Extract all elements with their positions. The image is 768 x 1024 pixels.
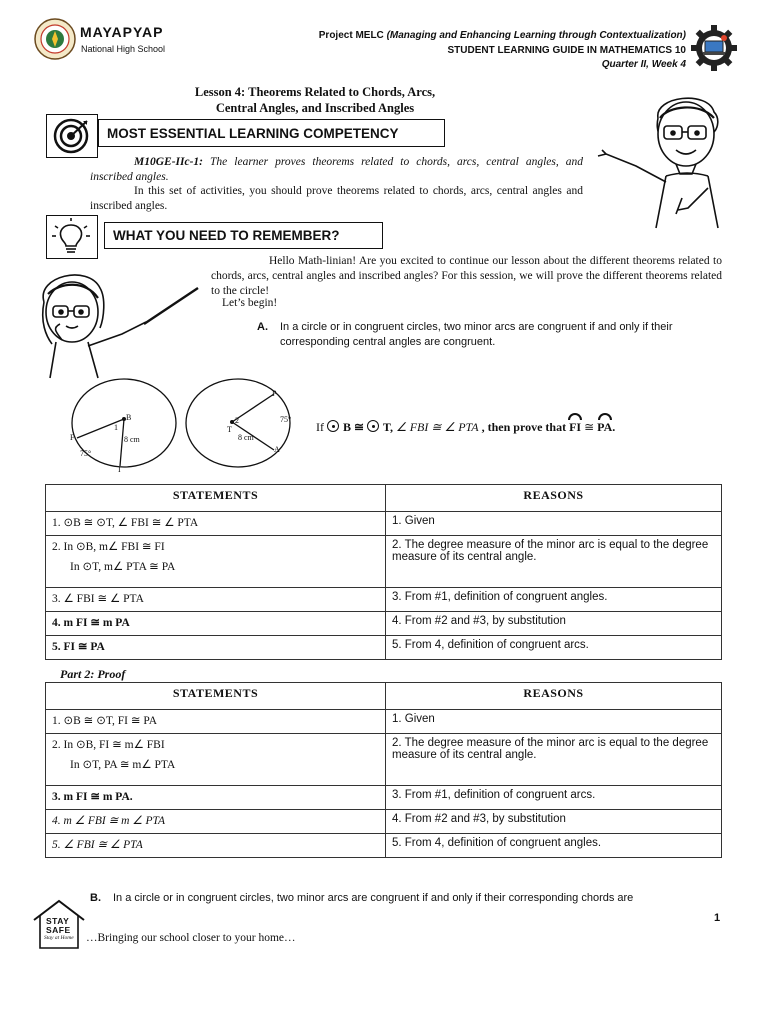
project-title — [319, 30, 686, 41]
statement-cell: 1. ⊙B ≅ ⊙T, ∠ FBI ≅ ∠ PTA — [46, 512, 386, 536]
statement-cell: 3. ∠ FBI ≅ ∠ PTA — [46, 588, 386, 612]
teacher-illustration — [596, 88, 746, 236]
arc-pa: PA — [597, 420, 613, 434]
reasons-header: REASONS — [386, 683, 722, 710]
label-75-right: 75° — [280, 415, 292, 424]
label-p: P — [272, 389, 277, 398]
label-a: A — [274, 445, 280, 454]
lesson-title — [120, 84, 510, 116]
remember-intro — [211, 254, 722, 299]
given-statement — [316, 420, 615, 435]
label-f: F — [70, 433, 75, 442]
statement-cell: 1. ⊙B ≅ ⊙T, FI ≅ PA — [46, 710, 386, 734]
statement-cell — [46, 536, 386, 588]
circle-dot-icon — [327, 420, 339, 432]
arc-fi: FI — [569, 420, 582, 434]
proof-table-part2 — [45, 682, 722, 858]
part2-label: Part 2: Proof — [60, 667, 126, 681]
statements-header: STATEMENTS — [46, 485, 386, 512]
remember-banner: WHAT YOU NEED TO REMEMBER? — [104, 222, 383, 249]
table-row — [46, 612, 722, 636]
lesson-title-line2: Central Angles, and Inscribed Angles — [215, 101, 415, 115]
reasons-header: REASONS — [386, 485, 722, 512]
competency-activities-text: In this set of activities, you should prove theorems related to chords, arcs, central angles and inscribed angles. — [90, 185, 583, 212]
reason-cell: 2. The degree measure of the minor arc is equal to the degree measure of its central angle. — [386, 734, 722, 786]
reason-cell: 5. From 4, definition of congruent arcs. — [386, 636, 722, 660]
circles-diagram — [62, 378, 312, 474]
reason-cell: 3. From #1, definition of congruent arcs. — [386, 786, 722, 810]
quarter-label: Quarter II, Week 4 — [601, 59, 686, 70]
competency-description: The learner proves theorems related to chords, arcs, central angles, and inscribed angles. — [90, 156, 583, 183]
reason-cell: 2. The degree measure of the minor arc is equal to the degree measure of its central angle. — [386, 536, 722, 588]
reason-cell: 4. From #2 and #3, by substitution — [386, 810, 722, 834]
table-row — [46, 512, 722, 536]
logo-stay: STAY — [46, 916, 70, 926]
reason-cell: 3. From #1, definition of congruent angles. — [386, 588, 722, 612]
statement-line: In ⊙T, PA ≅ m∠ PTA — [70, 759, 176, 771]
target-icon — [46, 114, 98, 158]
page-number: 1 — [714, 912, 721, 924]
table-row — [46, 734, 722, 786]
reason-cell: 1. Given — [386, 512, 722, 536]
statement-cell: 5. ∠ FBI ≅ ∠ PTA — [46, 834, 386, 858]
theorem-a-text: In a circle or in congruent circles, two minor arcs are congruent if and only if their corresponding central angles are congruent. — [280, 321, 673, 348]
student-illustration — [26, 262, 201, 380]
lets-begin: Let’s begin! — [222, 297, 278, 309]
remember-intro-text: Hello Math-linian! Are you excited to continue our lesson about the different theorems related to chords, arcs, central angles and inscribed angles? For this session, we will prove the different theorems related to the circle! — [211, 255, 722, 297]
given-if: If — [316, 420, 327, 434]
competency-activities — [90, 184, 583, 214]
project-expansion: (Managing and Enhancing Learning through Contextualization) — [386, 30, 686, 41]
competency-code: M10GE-IIc-1: — [134, 156, 203, 168]
table-row — [46, 834, 722, 858]
statement-cell — [46, 734, 386, 786]
table-row — [46, 710, 722, 734]
given-b: B ≅ — [340, 420, 368, 434]
given-cong: ≅ — [581, 420, 598, 434]
reason-cell: 1. Given — [386, 710, 722, 734]
lightbulb-icon — [46, 215, 98, 259]
lesson-title-line1: Lesson 4: Theorems Related to Chords, Arcs, — [194, 85, 436, 99]
statement-line: 2. In ⊙B, FI ≅ m∠ FBI — [52, 739, 165, 751]
label-i: I — [118, 465, 121, 474]
stay-safe-logo — [32, 898, 86, 950]
table-row — [46, 636, 722, 660]
statements-header: STATEMENTS — [46, 683, 386, 710]
proof-table-part1 — [45, 484, 722, 660]
theorem-b-marker: B. — [90, 892, 101, 904]
label-radius-right: 8 cm — [238, 433, 254, 442]
logo-safe: SAFE — [46, 925, 71, 935]
guide-title: STUDENT LEARNING GUIDE IN MATHEMATICS 10 — [447, 45, 686, 56]
statement-cell: 3. m FI ≅ m PA. — [46, 786, 386, 810]
theorem-b-text: In a circle or in congruent circles, two minor arcs are congruent if and only if their corresponding chords are — [113, 892, 634, 904]
table-row — [46, 536, 722, 588]
footer-tagline: …Bringing our school closer to your home… — [86, 932, 296, 944]
school-subtitle: National High School — [81, 44, 166, 54]
given-then: , then prove that — [478, 420, 570, 434]
given-period: . — [612, 420, 616, 434]
given-angles: ∠ FBI ≅ ∠ PTA — [395, 420, 479, 434]
table-row — [46, 786, 722, 810]
label-angle2: 2 — [235, 416, 239, 425]
label-t: T — [227, 425, 232, 434]
table-row — [46, 588, 722, 612]
school-name: MAYAPYAP — [80, 24, 164, 40]
statement-cell: 4. m FI ≅ m PA — [46, 612, 386, 636]
competency-text — [90, 155, 583, 185]
reason-cell: 5. From 4, definition of congruent angles. — [386, 834, 722, 858]
competency-banner: MOST ESSENTIAL LEARNING COMPETENCY — [98, 119, 445, 147]
statement-line: In ⊙T, m∠ PTA ≅ PA — [70, 561, 176, 573]
school-logo — [34, 18, 76, 60]
reason-cell: 4. From #2 and #3, by substitution — [386, 612, 722, 636]
label-b: B — [126, 413, 132, 422]
project-prefix: Project MELC — [318, 30, 387, 41]
theorem-a-marker: A. — [257, 321, 268, 333]
circle-dot-icon — [367, 420, 379, 432]
logo-stay-home: Stay at Home — [44, 935, 74, 941]
statement-cell: 5. FI ≅ PA — [46, 636, 386, 660]
statement-line: 2. In ⊙B, m∠ FBI ≅ FI — [52, 541, 165, 553]
statement-cell: 4. m ∠ FBI ≅ m ∠ PTA — [46, 810, 386, 834]
label-angle1: 1 — [114, 423, 118, 432]
table-row — [46, 810, 722, 834]
given-t: T, — [380, 420, 396, 434]
label-radius-left: 8 cm — [124, 435, 140, 444]
gear-logo — [690, 24, 738, 72]
label-75-left: 75° — [80, 449, 92, 458]
